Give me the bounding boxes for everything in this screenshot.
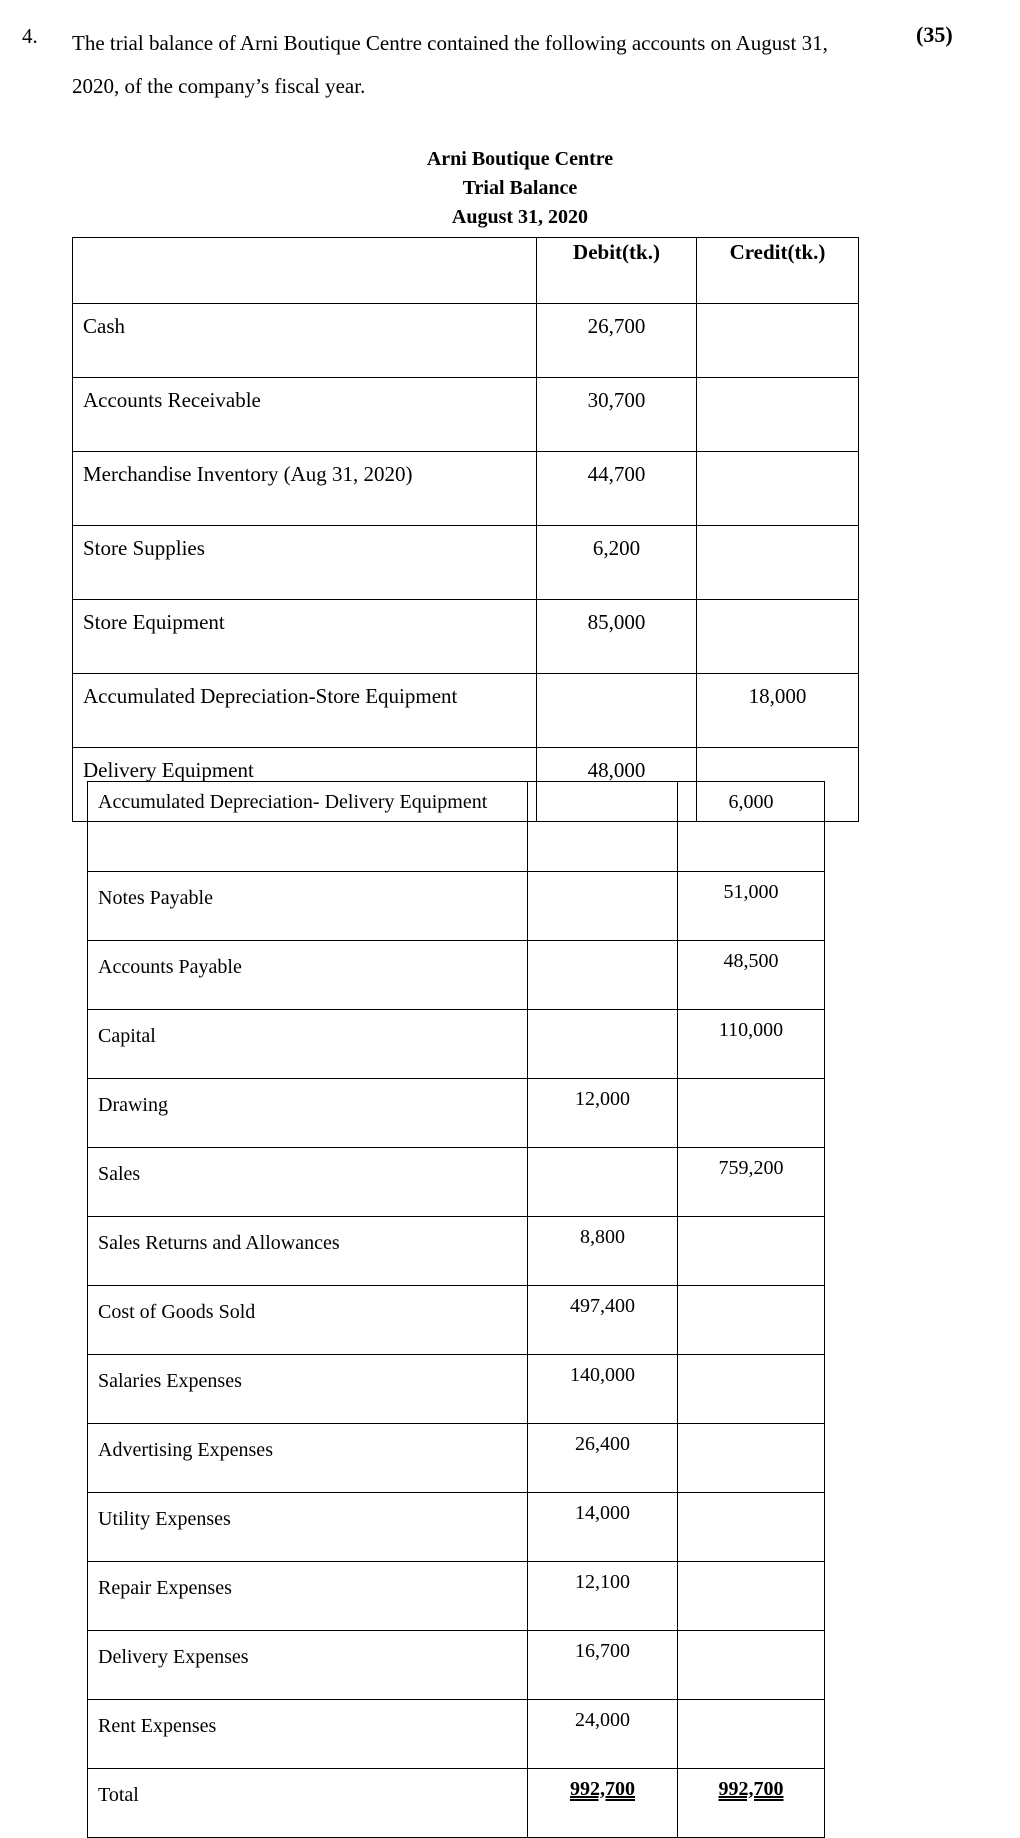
debit-amount: 14,000 xyxy=(528,1493,678,1562)
account-name: Rent Expenses xyxy=(88,1700,528,1769)
debit-amount xyxy=(528,782,678,872)
trial-balance-table-part-2 xyxy=(87,781,825,1838)
debit-amount: 497,400 xyxy=(528,1286,678,1355)
table-row xyxy=(88,1079,825,1148)
account-name: Merchandise Inventory (Aug 31, 2020) xyxy=(73,452,537,526)
debit-amount: 24,000 xyxy=(528,1700,678,1769)
table-row xyxy=(88,1493,825,1562)
credit-amount: 759,200 xyxy=(678,1148,825,1217)
debit-amount: 12,000 xyxy=(528,1079,678,1148)
account-name: Accumulated Depreciation- Delivery Equipment xyxy=(88,782,528,872)
credit-amount xyxy=(678,1631,825,1700)
statement-date: August 31, 2020 xyxy=(451,206,589,228)
credit-amount: 48,500 xyxy=(678,941,825,1010)
debit-amount: 30,700 xyxy=(537,378,697,452)
table-row xyxy=(73,452,859,526)
account-name: Store Equipment xyxy=(73,600,537,674)
debit-amount: 26,400 xyxy=(528,1424,678,1493)
credit-amount xyxy=(697,452,859,526)
table-row xyxy=(88,1355,825,1424)
statement-title: Trial Balance xyxy=(462,177,578,199)
credit-amount xyxy=(678,1079,825,1148)
debit-amount: 85,000 xyxy=(537,600,697,674)
credit-column-header: Credit(tk.) xyxy=(697,238,859,304)
account-name: Accumulated Depreciation-Store Equipment xyxy=(73,674,537,748)
account-name: Repair Expenses xyxy=(88,1562,528,1631)
table-row xyxy=(73,378,859,452)
account-header-cell xyxy=(73,238,537,304)
question-number: 4. xyxy=(22,24,38,48)
credit-amount: 51,000 xyxy=(678,872,825,941)
credit-amount xyxy=(678,1355,825,1424)
debit-amount xyxy=(528,872,678,941)
credit-amount xyxy=(697,526,859,600)
account-name: Delivery Equipment xyxy=(73,748,537,822)
table-row xyxy=(73,526,859,600)
total-label: Total xyxy=(88,1769,528,1838)
debit-amount xyxy=(537,674,697,748)
table-row xyxy=(88,782,825,872)
table-row xyxy=(88,941,825,1010)
company-name: Arni Boutique Centre xyxy=(426,148,614,170)
table-row xyxy=(88,872,825,941)
credit-amount: 6,000 xyxy=(678,782,825,872)
account-name: Sales Returns and Allowances xyxy=(88,1217,528,1286)
question-marks: (35) xyxy=(916,22,953,47)
credit-amount xyxy=(678,1424,825,1493)
account-name: Utility Expenses xyxy=(88,1493,528,1562)
account-name: Cash xyxy=(73,304,537,378)
account-name: Delivery Expenses xyxy=(88,1631,528,1700)
debit-total: 992,700 xyxy=(528,1769,678,1838)
table-row xyxy=(88,1562,825,1631)
account-name: Accounts Payable xyxy=(88,941,528,1010)
debit-amount: 48,000 xyxy=(537,748,697,822)
debit-amount: 26,700 xyxy=(537,304,697,378)
credit-total: 992,700 xyxy=(678,1769,825,1838)
table-row xyxy=(88,1286,825,1355)
debit-amount xyxy=(528,1148,678,1217)
table-row xyxy=(73,600,859,674)
debit-amount xyxy=(528,1010,678,1079)
account-name: Drawing xyxy=(88,1079,528,1148)
account-name: Sales xyxy=(88,1148,528,1217)
table-row xyxy=(88,1700,825,1769)
table-row xyxy=(88,1217,825,1286)
table-row xyxy=(88,1424,825,1493)
debit-amount: 8,800 xyxy=(528,1217,678,1286)
credit-amount xyxy=(678,1493,825,1562)
credit-amount xyxy=(678,1700,825,1769)
credit-amount: 110,000 xyxy=(678,1010,825,1079)
table-row xyxy=(88,1631,825,1700)
account-name: Accounts Receivable xyxy=(73,378,537,452)
account-name: Advertising Expenses xyxy=(88,1424,528,1493)
trial-balance-table-part-1 xyxy=(72,237,859,822)
credit-amount xyxy=(678,1562,825,1631)
table-header-row xyxy=(73,238,859,304)
table-row xyxy=(73,304,859,378)
account-name: Cost of Goods Sold xyxy=(88,1286,528,1355)
credit-amount xyxy=(678,1217,825,1286)
table-row xyxy=(88,1148,825,1217)
table-row xyxy=(88,1010,825,1079)
account-name: Salaries Expenses xyxy=(88,1355,528,1424)
account-name: Notes Payable xyxy=(88,872,528,941)
debit-amount: 44,700 xyxy=(537,452,697,526)
credit-amount xyxy=(697,304,859,378)
credit-amount xyxy=(697,600,859,674)
account-name: Store Supplies xyxy=(73,526,537,600)
table-row xyxy=(73,674,859,748)
debit-amount: 140,000 xyxy=(528,1355,678,1424)
question-text: The trial balance of Arni Boutique Centre contained the following accounts on August 31, 2020, of the company’s fiscal year. xyxy=(72,31,828,98)
debit-amount: 16,700 xyxy=(528,1631,678,1700)
debit-amount: 6,200 xyxy=(537,526,697,600)
credit-amount xyxy=(697,378,859,452)
debit-column-header: Debit(tk.) xyxy=(537,238,697,304)
debit-amount: 12,100 xyxy=(528,1562,678,1631)
debit-amount xyxy=(528,941,678,1010)
account-name: Capital xyxy=(88,1010,528,1079)
credit-amount: 18,000 xyxy=(697,674,859,748)
credit-amount xyxy=(678,1286,825,1355)
total-row xyxy=(88,1769,825,1838)
